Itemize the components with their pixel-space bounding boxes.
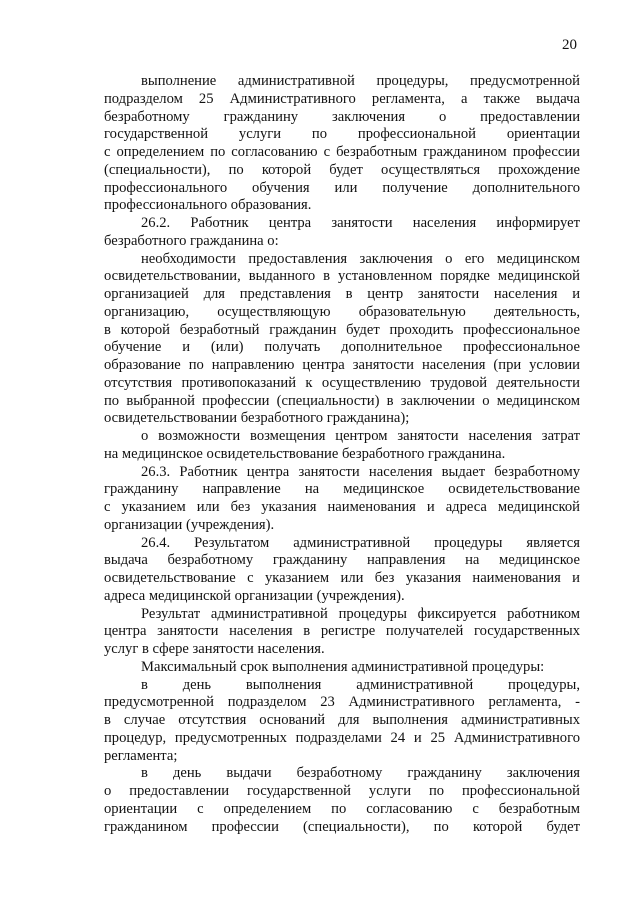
body-text [104, 73, 580, 836]
text-line: организацию, осуществляющую образовательную деятельность, [104, 303, 580, 320]
text-line: адреса медицинской организации (учреждения). [104, 587, 405, 604]
text-line: в случае отсутствия оснований для выполнения административных [104, 712, 580, 728]
text-line: освидетельствовании, выданного в установленном порядке медицинской [104, 268, 580, 285]
text-line: процедур, предусмотренных подразделами 24 и 25 Административного [104, 729, 580, 746]
text-line: 26.3. Работник центра занятости населения выдает безработному [141, 463, 580, 480]
text-line: отсутствия противопоказаний к осуществлению трудовой деятельности [104, 374, 580, 391]
text-line: профессионального образования. [104, 197, 312, 214]
text-line: ориентации с определением по согласованию с безработным [104, 800, 580, 817]
text-line: в которой безработный гражданин будет проходить профессиональное [104, 321, 580, 338]
text-line: центра занятости населения в регистре получателей государственных [104, 623, 580, 640]
text-line: в день выдачи безработному гражданину заключения [141, 765, 580, 782]
text-line: регламента; [104, 747, 178, 764]
text-line: гражданину направление на медицинское освидетельствование [104, 481, 580, 498]
text-line: с указанием или без указания наименования и адреса медицинской [104, 499, 580, 515]
text-line: государственной услуги по профессиональной ориентации [104, 126, 580, 143]
page-number: 20 [562, 37, 577, 53]
text-line: необходимости предоставления заключения о его медицинском [141, 250, 580, 267]
text-line: предусмотренной подразделом 23 Административного регламента, - [104, 694, 580, 711]
text-line: безработному гражданину заключения о предоставлении [104, 108, 580, 125]
text-line: о возможности возмещения центром занятости населения затрат [141, 428, 580, 444]
text-line: 26.2. Работник центра занятости населения информирует [141, 215, 580, 231]
text-line: подразделом 25 Административного регламента, а также выдача [104, 90, 580, 107]
text-line: Максимальный срок выполнения административной процедуры: [141, 658, 545, 675]
text-line: безработного гражданина о: [104, 232, 279, 249]
text-line: выдача безработному гражданину направления на медицинское [104, 552, 580, 569]
text-line: организации (учреждения). [104, 516, 275, 533]
text-line: по выбранной профессии (специальности) в заключении о медицинском [104, 392, 580, 409]
text-line: о предоставлении государственной услуги по профессиональной [104, 783, 580, 799]
text-line: гражданином профессии (специальности), по которой будет [104, 818, 580, 835]
text-line: с определением по согласованию с безработным гражданином профессии [104, 144, 580, 160]
text-line: профессионального обучения или получение дополнительного [104, 179, 580, 196]
text-line: образование по направлению центра занятости населения (при условии [104, 357, 580, 373]
text-line: в день выполнения административной процедуры, [141, 676, 580, 693]
text-line: на медицинское освидетельствование безработного гражданина. [104, 445, 506, 462]
text-line: обучение и (или) получать дополнительное профессиональное [104, 339, 580, 356]
text-line: Результат административной процедуры фиксируется работником [141, 605, 580, 622]
text-line: выполнение административной процедуры, предусмотренной [141, 73, 580, 89]
text-line: освидетельствовании безработного гражданина); [104, 410, 410, 427]
text-line: освидетельствование с указанием или без указания наименования и [104, 570, 580, 586]
text-line: (специальности), по которой будет осуществляться прохождение [104, 161, 580, 178]
text-line: услуг в сфере занятости населения. [104, 641, 325, 657]
text-line: организацией для представления в центр занятости населения и [104, 286, 580, 302]
text-line: 26.4. Результатом административной процедуры является [141, 534, 580, 551]
